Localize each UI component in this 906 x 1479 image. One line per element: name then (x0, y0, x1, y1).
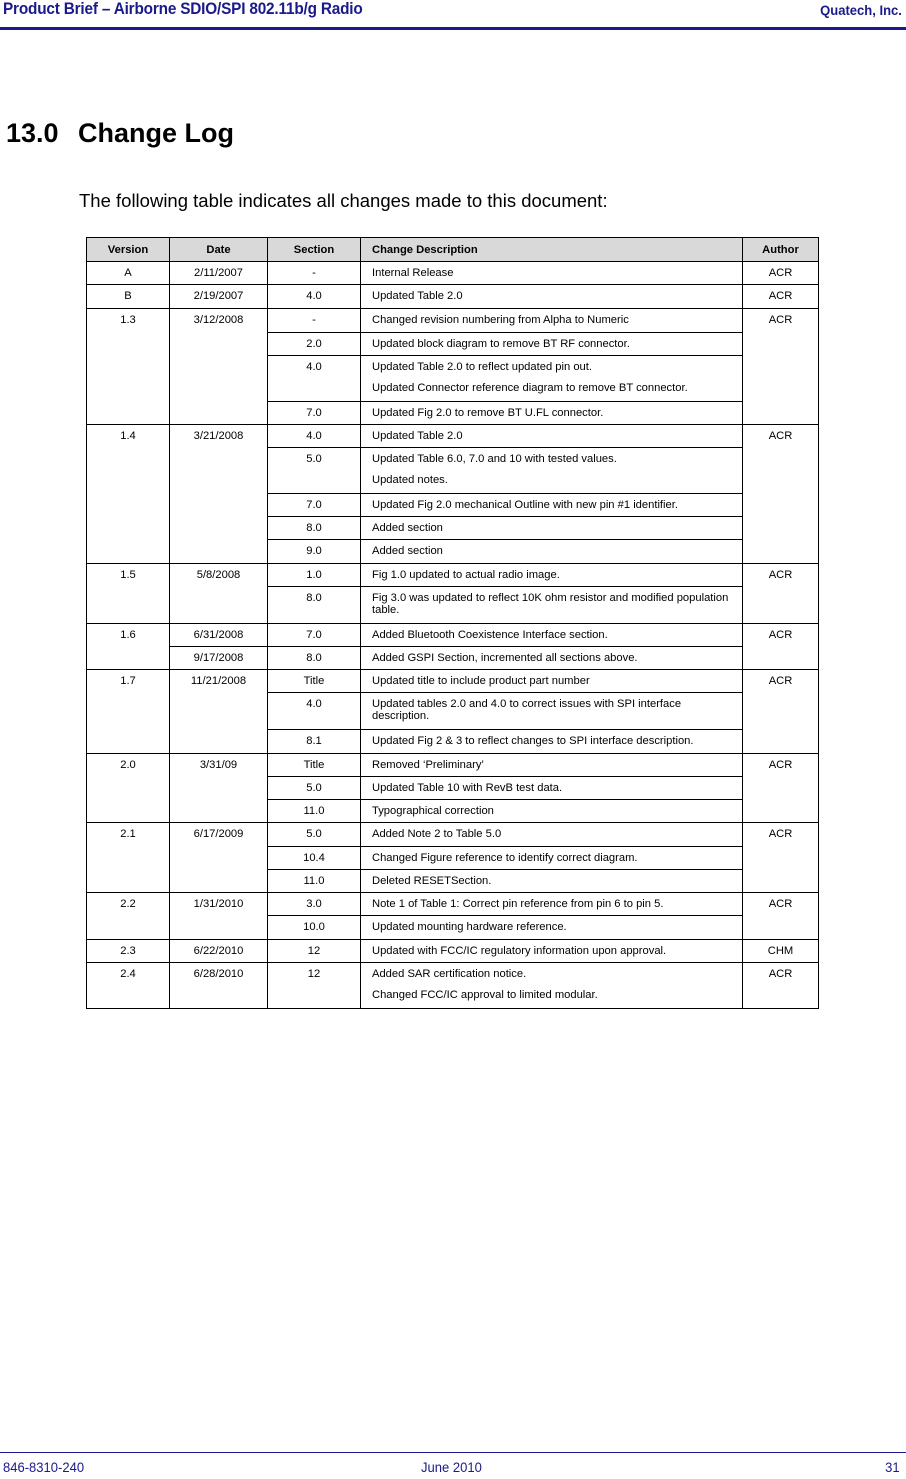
version-cell: 1.5 (87, 564, 170, 624)
section-cell: - (268, 309, 361, 333)
description-cell: Deleted RESETSection. (361, 870, 743, 893)
section-cell: 4.0 (268, 425, 361, 448)
page-number: 31 (885, 1459, 900, 1475)
section-cell: Title (268, 754, 361, 777)
author-cell: ACR (743, 963, 819, 1009)
description-cell: Added GSPI Section, incremented all sections above. (361, 647, 743, 670)
description-cell: Updated tables 2.0 and 4.0 to correct issues with SPI interface description. (361, 693, 743, 730)
date-cell: 6/22/2010 (170, 940, 268, 963)
table-row (87, 893, 819, 916)
date-cell: 3/21/2008 (170, 425, 268, 564)
date-cell: 5/8/2008 (170, 564, 268, 624)
footer-doc-number: 846-8310-240 (3, 1459, 85, 1475)
description-cell: Typographical correction (361, 800, 743, 823)
date-cell: 6/17/2009 (170, 823, 268, 893)
description-line: Updated Table 6.0, 7.0 and 10 with tested values. (372, 453, 617, 465)
description-cell: Note 1 of Table 1: Correct pin reference from pin 6 to pin 5. (361, 893, 743, 916)
version-cell: 1.6 (87, 624, 170, 670)
description-cell (361, 356, 743, 402)
description-cell: Added Note 2 to Table 5.0 (361, 823, 743, 847)
description-cell: Updated block diagram to remove BT RF connector. (361, 333, 743, 356)
table-row (87, 670, 819, 693)
section-cell: 11.0 (268, 800, 361, 823)
section-cell: 11.0 (268, 870, 361, 893)
description-cell: Changed revision numbering from Alpha to Numeric (361, 309, 743, 333)
section-cell: Title (268, 670, 361, 693)
date-cell: 2/19/2007 (170, 285, 268, 309)
section-cell: 3.0 (268, 893, 361, 916)
section-cell: 2.0 (268, 333, 361, 356)
version-cell: A (87, 262, 170, 285)
version-cell: 1.7 (87, 670, 170, 754)
description-cell: Updated Fig 2 & 3 to reflect changes to SPI interface description. (361, 730, 743, 754)
description-cell: Updated Fig 2.0 mechanical Outline with new pin #1 identifier. (361, 494, 743, 517)
description-cell (361, 963, 743, 1009)
section-cell: 10.0 (268, 916, 361, 940)
table-row (87, 940, 819, 963)
date-cell: 6/31/2008 (170, 624, 268, 647)
description-cell: Updated Table 10 with RevB test data. (361, 777, 743, 800)
header-company: Quatech, Inc. (820, 2, 902, 18)
author-cell: ACR (743, 670, 819, 754)
section-number: 13.0 (6, 118, 59, 148)
footer-divider (0, 1452, 906, 1453)
section-cell: 1.0 (268, 564, 361, 587)
author-cell: ACR (743, 893, 819, 940)
date-cell: 9/17/2008 (170, 647, 268, 670)
section-cell: 5.0 (268, 448, 361, 494)
description-cell: Internal Release (361, 262, 743, 285)
table-row (87, 624, 819, 647)
author-cell: ACR (743, 823, 819, 893)
description-cell: Removed ‘Preliminary’ (361, 754, 743, 777)
section-cell: 8.1 (268, 730, 361, 754)
date-cell: 6/28/2010 (170, 963, 268, 1009)
author-cell: ACR (743, 262, 819, 285)
section-cell: 7.0 (268, 494, 361, 517)
header-divider (0, 27, 906, 30)
footer-date: June 2010 (421, 1459, 482, 1475)
author-cell: ACR (743, 754, 819, 823)
description-cell: Added section (361, 517, 743, 540)
section-cell: 9.0 (268, 540, 361, 564)
version-cell: 1.3 (87, 309, 170, 425)
section-cell: 4.0 (268, 356, 361, 402)
section-cell: 4.0 (268, 285, 361, 309)
author-cell: ACR (743, 624, 819, 670)
description-line: Updated notes. (372, 474, 448, 486)
version-cell: 2.4 (87, 963, 170, 1009)
table-row (87, 285, 819, 309)
version-cell: 2.2 (87, 893, 170, 940)
section-cell: 8.0 (268, 587, 361, 624)
table-row (87, 262, 819, 285)
date-cell: 11/21/2008 (170, 670, 268, 754)
table-row (87, 425, 819, 448)
description-cell: Changed Figure reference to identify correct diagram. (361, 847, 743, 870)
author-cell: CHM (743, 940, 819, 963)
description-cell: Updated title to include product part number (361, 670, 743, 693)
version-cell: B (87, 285, 170, 309)
description-cell: Updated mounting hardware reference. (361, 916, 743, 940)
section-cell: 5.0 (268, 823, 361, 847)
description-cell: Fig 1.0 updated to actual radio image. (361, 564, 743, 587)
section-cell: 8.0 (268, 517, 361, 540)
header-title: Product Brief – Airborne SDIO/SPI 802.11b/g Radio (3, 0, 363, 18)
description-cell: Updated Fig 2.0 to remove BT U.FL connector. (361, 402, 743, 425)
description-cell (361, 448, 743, 494)
author-cell: ACR (743, 309, 819, 425)
author-cell: ACR (743, 425, 819, 564)
description-cell: Added section (361, 540, 743, 564)
table-row (87, 647, 819, 670)
version-cell: 1.4 (87, 425, 170, 564)
section-title: Change Log (78, 118, 234, 148)
section-cell: 4.0 (268, 693, 361, 730)
table-row (87, 309, 819, 333)
section-cell: 10.4 (268, 847, 361, 870)
table-row (87, 564, 819, 587)
description-cell: Added Bluetooth Coexistence Interface section. (361, 624, 743, 647)
section-cell: - (268, 262, 361, 285)
description-cell: Updated Table 2.0 (361, 425, 743, 448)
description-line: Updated Connector reference diagram to remove BT connector. (372, 382, 688, 394)
date-cell: 3/31/09 (170, 754, 268, 823)
version-cell: 2.3 (87, 940, 170, 963)
description-line: Updated Table 2.0 to reflect updated pin out. (372, 361, 592, 373)
section-cell: 12 (268, 963, 361, 1009)
change-log-table (86, 237, 819, 1009)
column-header-section: Section (268, 238, 361, 262)
date-cell: 1/31/2010 (170, 893, 268, 940)
description-cell: Updated Table 2.0 (361, 285, 743, 309)
version-cell: 2.0 (87, 754, 170, 823)
description-cell: Fig 3.0 was updated to reflect 10K ohm resistor and modified population table. (361, 587, 743, 624)
version-cell: 2.1 (87, 823, 170, 893)
section-cell: 7.0 (268, 402, 361, 425)
author-cell: ACR (743, 564, 819, 624)
description-cell: Updated with FCC/IC regulatory information upon approval. (361, 940, 743, 963)
description-line: Added SAR certification notice. (372, 968, 527, 980)
table-header-row (87, 238, 819, 262)
section-heading (6, 118, 234, 149)
section-cell: 8.0 (268, 647, 361, 670)
table-row (87, 754, 819, 777)
column-header-version: Version (87, 238, 170, 262)
description-line: Changed FCC/IC approval to limited modular. (372, 989, 598, 1001)
date-cell: 2/11/2007 (170, 262, 268, 285)
column-header-date: Date (170, 238, 268, 262)
date-cell: 3/12/2008 (170, 309, 268, 425)
section-cell: 12 (268, 940, 361, 963)
intro-text: The following table indicates all changes made to this document: (79, 190, 608, 211)
column-header-description: Change Description (361, 238, 743, 262)
table-row (87, 963, 819, 1009)
column-header-author: Author (743, 238, 819, 262)
table-row (87, 823, 819, 847)
section-cell: 7.0 (268, 624, 361, 647)
section-cell: 5.0 (268, 777, 361, 800)
author-cell: ACR (743, 285, 819, 309)
